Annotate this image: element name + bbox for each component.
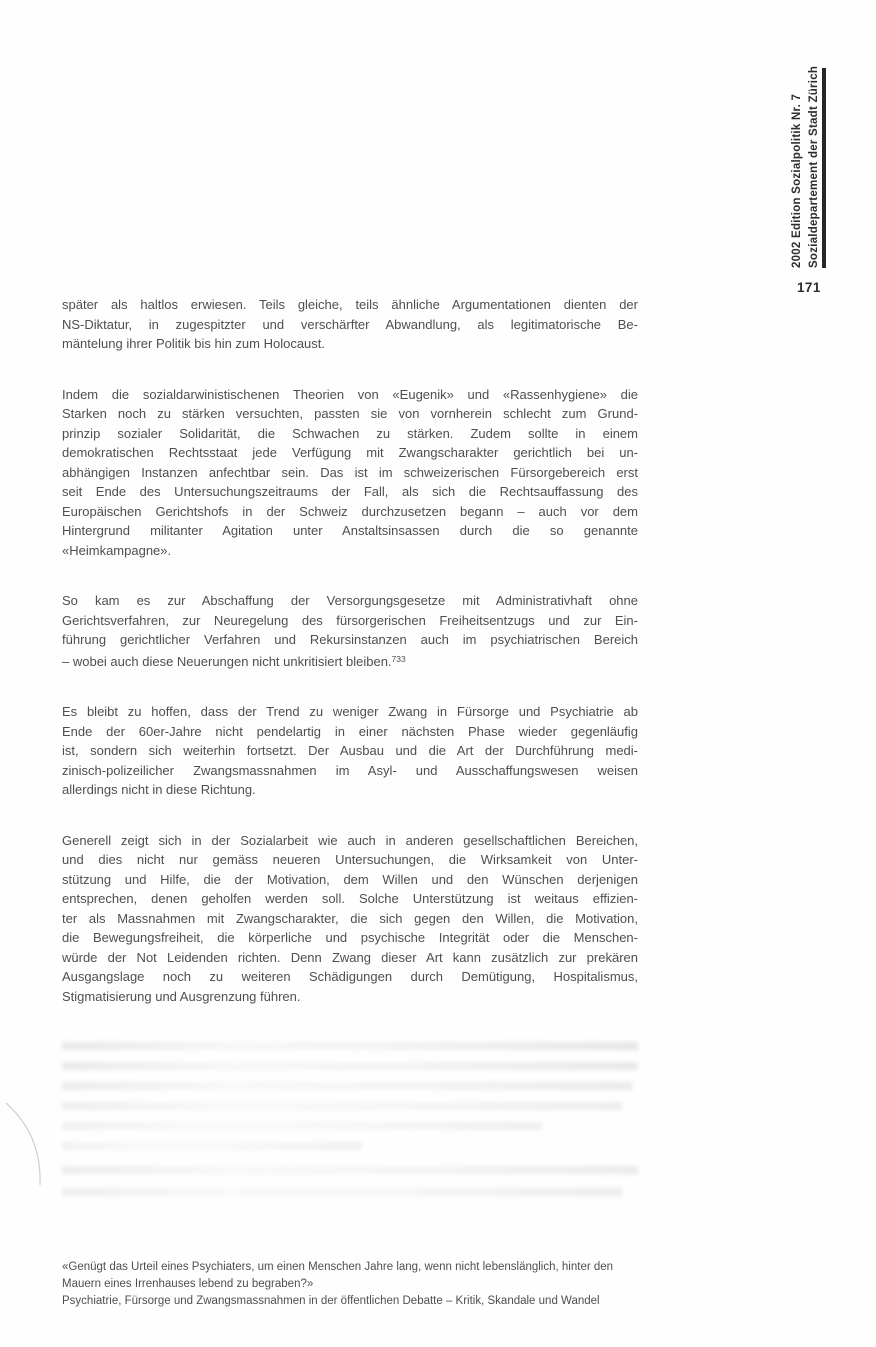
text-line: stützung und Hilfe, die der Motivation, dem Willen und den Wünschen derjenigen [62, 871, 638, 887]
edition-sidebar-text [789, 58, 822, 268]
text-line: allerdings nicht in diese Richtung. [62, 782, 256, 797]
page-number: 171 [797, 280, 821, 295]
text-line: abhängigen Instanzen anfechtbar sein. Das ist im schweizerischen Fürsorgebereich erst [62, 464, 638, 480]
paragraph [62, 295, 638, 354]
text-line: prinzip sozialer Solidarität, die Schwachen zu stärken. Zudem sollte in einem [62, 425, 638, 441]
bleedthrough-line [62, 1062, 638, 1070]
text-line: – wobei auch diese Neuerungen nicht unkritisiert bleiben.$^{733}$ [62, 653, 406, 669]
text-line: Ende der 60er-Jahre nicht pendelartig in einer nächsten Phase wieder gegenläufig [62, 723, 638, 739]
text-line: ist, sondern sich weiterhin fortsetzt. Der Ausbau und die Art der Durchführung medi- [62, 743, 638, 758]
text-line: und dies nicht nur gemäss neueren Untersuchungen, die Wirksamkeit von Unter- [62, 852, 638, 867]
text-line: die Bewegungsfreiheit, die körperliche und psychische Integrität oder die Menschen- [62, 930, 638, 945]
text-line: Indem die sozialdarwinistischenen Theorien von «Eugenik» und «Rassenhygiene» die [62, 386, 638, 402]
text-line: NS-Diktatur, in zugespitzter und verschärfter Abwandlung, als legitimatorische Be- [62, 316, 638, 332]
bleedthrough-line [62, 1122, 542, 1130]
text-line: Europäischen Gerichtshofs in der Schweiz durchzusetzen begann – auch vor dem [62, 503, 638, 519]
footer-quote-line: Mauern eines Irrenhauses lebend zu begraben?» [62, 1278, 314, 1290]
bleedthrough-line [62, 1188, 622, 1196]
footer-caption: Psychiatrie, Fürsorge und Zwangsmassnahmen in der öffentlichen Debatte – Kritik, Skandale und Wandel [62, 1295, 600, 1307]
footnote-reference: 733 [391, 653, 406, 664]
sidebar-line-2: Sozialdepartement der Stadt Zürich [807, 65, 820, 268]
text-line: Generell zeigt sich in der Sozialarbeit wie auch in anderen gesellschaftlichen Bereichen, [62, 832, 638, 848]
bleedthrough-line [62, 1082, 632, 1090]
page-footer [62, 1259, 702, 1310]
text-line: Hintergrund militanter Agitation unter Anstaltsinsassen durch die so genannte [62, 523, 638, 538]
text-line: führung gerichtlicher Verfahren und Rekursinstanzen auch im psychiatrischen Bereich [62, 632, 638, 647]
main-text [62, 295, 638, 1037]
text-line: demokratischen Rechtsstaat jede Verfügung mit Zwangscharakter gerichtlich bei un- [62, 445, 638, 460]
text-line: Es bleibt zu hoffen, dass der Trend zu weniger Zwang in Fürsorge und Psychiatrie ab [62, 704, 638, 719]
text-line: So kam es zur Abschaffung der Versorgungsgesetze mit Administrativhaft ohne [62, 593, 638, 608]
text-line: zinisch-polizeilicher Zwangsmassnahmen im Asyl- und Ausschaffungswesen weisen [62, 762, 638, 778]
sidebar-line-1: 2002 Edition Sozialpolitik Nr. 7 [791, 93, 803, 268]
text-line: Ausgangslage noch zu weiteren Schädigungen durch Demütigung, Hospitalismus, [62, 969, 638, 984]
text-line: entsprechen, denen geholfen werden soll. Solche Unterstützung ist weitaus effizien- [62, 891, 638, 906]
paragraph [62, 385, 638, 561]
paragraph [62, 702, 638, 800]
text-line: seit Ende des Untersuchungszeitraums der Fall, als sich die Rechtsauffassung des [62, 484, 638, 499]
sidebar-rule [822, 68, 826, 268]
footer-quote-line: «Genügt das Urteil eines Psychiaters, um einen Menschen Jahre lang, wenn nicht lebenslänglich, hinter den [62, 1261, 614, 1273]
bleedthrough-line [62, 1042, 638, 1050]
text-line: später als haltlos erwiesen. Teils gleiche, teils ähnliche Argumentationen dienten der [62, 297, 638, 312]
bleedthrough-line [62, 1166, 638, 1174]
text-line: mäntelung ihrer Politik bis hin zum Holocaust. [62, 336, 326, 351]
bleedthrough-line [62, 1102, 622, 1110]
text-line: «Heimkampagne». [62, 542, 172, 558]
text-line: Gerichtsverfahren, zur Neuregelung des fürsorgerischen Freiheitsentzugs und zur Ein- [62, 612, 638, 628]
text-line: Stigmatisierung und Ausgrenzung führen. [62, 988, 301, 1004]
paragraph [62, 831, 638, 1007]
text-line: ter als Massnahmen mit Zwangscharakter, die sich gegen den Willen, die Motivation, [62, 910, 638, 926]
text-line: würde der Not Leidenden richten. Denn Zwang dieser Art kann zusätzlich zur prekären [62, 949, 638, 965]
text-line: Starken noch zu stärken versuchten, passten sie von vornherein schlecht zum Grund- [62, 406, 638, 421]
paragraph [62, 591, 638, 671]
